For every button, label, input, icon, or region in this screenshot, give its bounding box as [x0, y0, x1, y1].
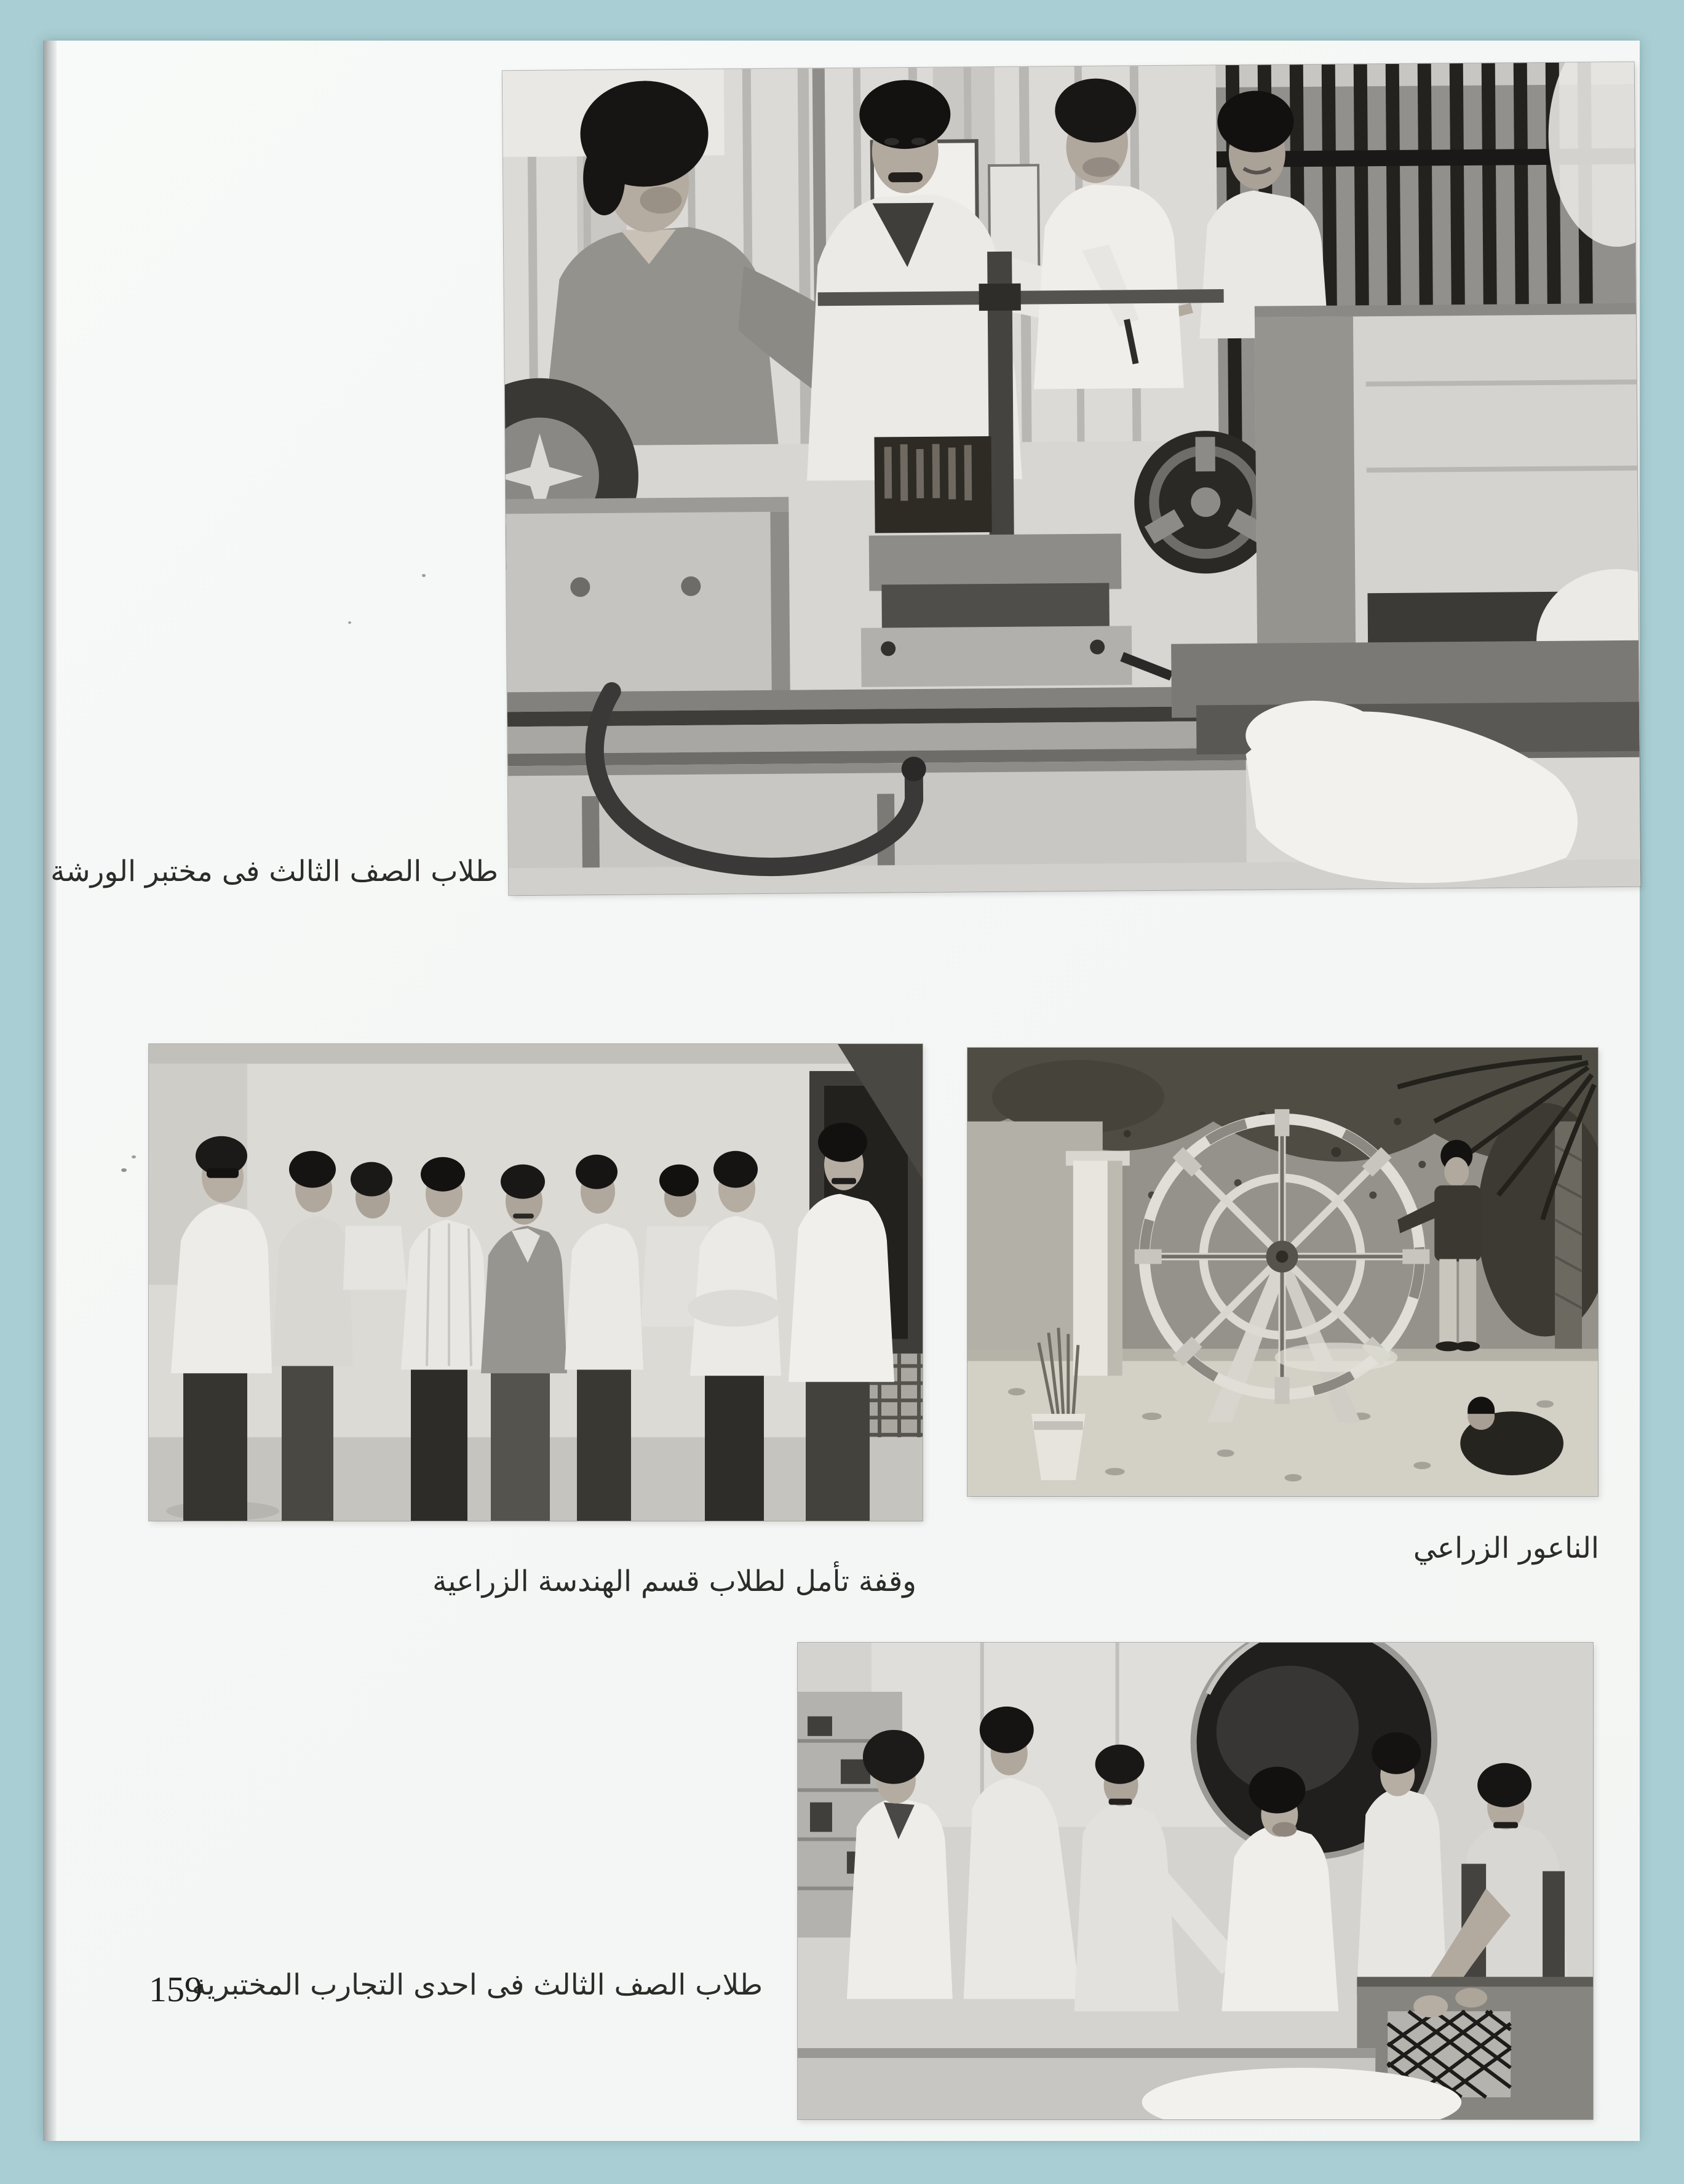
caption-agricultural-engineering-students: وقفة تأمل لطلاب قسم الهندسة الزراعية	[432, 1564, 916, 1598]
dust-speck	[121, 1168, 127, 1172]
photo-laboratory-experiment	[798, 1643, 1593, 2119]
dust-speck	[422, 574, 426, 577]
photo-agricultural-waterwheel	[967, 1048, 1598, 1496]
dust-speck	[132, 1155, 136, 1158]
caption-laboratory-experiment: طلاب الصف الثالث فى احدى التجارب المختبرية	[191, 1968, 763, 2002]
photo-agricultural-engineering-students	[149, 1044, 923, 1521]
page-number: 159	[149, 1969, 202, 2009]
caption-agricultural-waterwheel: الناعور الزراعي	[1413, 1531, 1599, 1565]
caption-workshop-lathe: طلاب الصف الثالث فى مختبر الورشة	[50, 855, 498, 888]
photo-workshop-lathe	[502, 62, 1640, 895]
dust-speck	[348, 621, 351, 624]
page-spine-edge	[43, 41, 57, 2141]
